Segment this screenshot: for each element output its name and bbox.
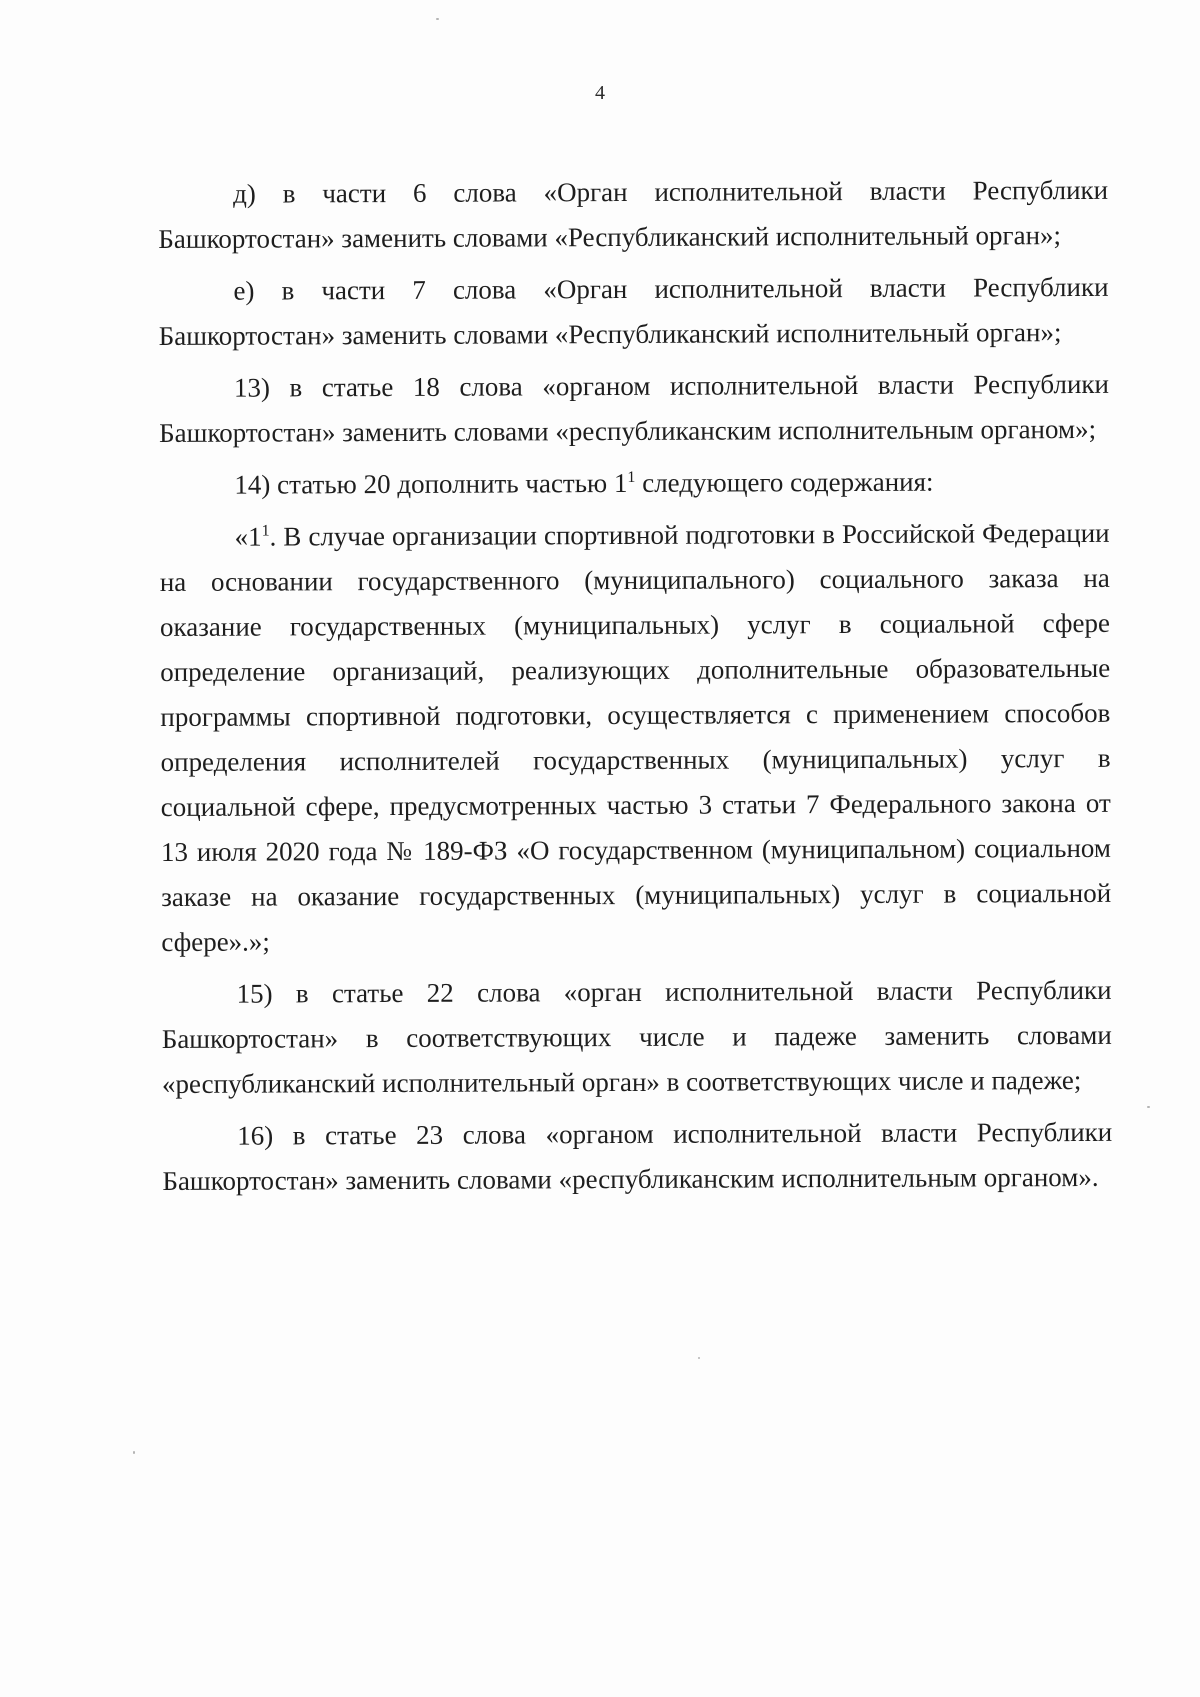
scan-speck — [1147, 1106, 1150, 1108]
paragraph-text: «1 — [234, 521, 262, 552]
paragraph-item-e: е) в части 7 слова «Орган исполнительной власти Республики Башкортостан» заменить словами «Республиканский исполнительный орган»; — [158, 271, 1109, 351]
scan-speck — [133, 1451, 135, 1454]
page-number: 4 — [595, 82, 605, 104]
document-body — [158, 168, 1113, 1211]
paragraph-part-1-1 — [159, 511, 1111, 965]
paragraph-item-16: 16) в статье 23 слова «органом исполнительной власти Республики Башкортостан» заменить словами «республиканским исполнительным органом». — [162, 1116, 1113, 1196]
superscript: 1 — [627, 468, 636, 486]
paragraph-item-15: 15) в статье 22 слова «орган исполнительной власти Республики Башкортостан» в соответствующих числе и падеже заменить словами «республиканский исполнительный орган» в соответствующих числе и падеже; — [161, 974, 1112, 1099]
paragraph-item-13: 13) в статье 18 слова «органом исполнительной власти Республики Башкортостан» заменить словами «республиканским исполнительным органом»; — [159, 368, 1109, 448]
paragraph-item-14 — [159, 459, 1109, 508]
scan-speck — [436, 18, 439, 20]
paragraph-item-d: д) в части 6 слова «Орган исполнительной власти Республики Башкортостан» заменить словами «Республиканский исполнительный орган»; — [158, 174, 1109, 254]
paragraph-text: следующего содержания: — [635, 466, 934, 498]
scan-speck — [698, 1357, 700, 1359]
paragraph-text: 14) статью 20 дополнить частью 1 — [234, 467, 628, 500]
superscript: 1 — [261, 522, 270, 540]
paragraph-text: . В случае организации спортивной подготовки в Российской Федерации на основании государственного (муниципального) социального заказа на оказание государственных (муниципальных) услуг в социальной сфере определение организаций, реализующих дополнительные образовательные программы спортивной подготовки, осуществляется с применением способов определения исполнителей государственных (муниципальных) услуг в социальной сфере, предусмотренных частью 3 статьи 7 Федерального закона от 13 июля 2020 года № 189-ФЗ «О государственном (муниципальном) социальном заказе на оказание государственных (муниципальных) услуг в социальной сфере».»; — [159, 517, 1112, 957]
